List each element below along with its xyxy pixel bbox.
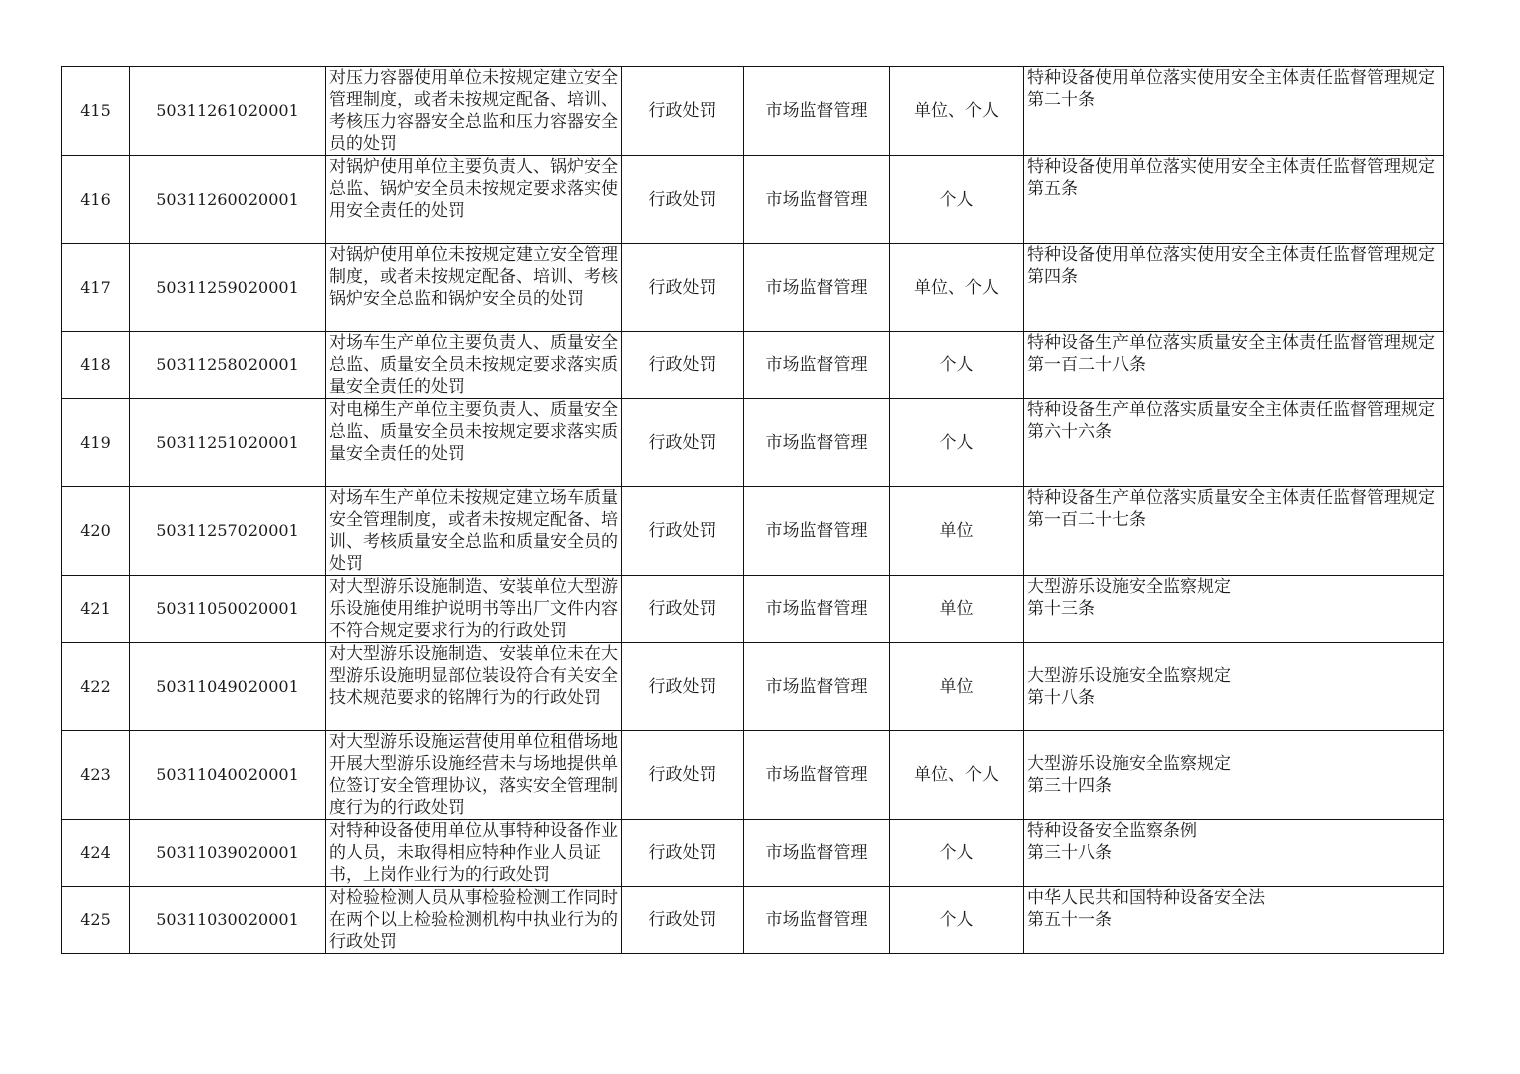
department: 市场监督管理 [744,643,890,731]
basis-article: 第三十四条 [1027,776,1112,796]
target: 个人 [890,887,1024,954]
legal-basis [1024,399,1444,487]
legal-basis [1024,156,1444,244]
target: 个人 [890,156,1024,244]
department: 市场监督管理 [744,576,890,643]
basis-law: 特种设备使用单位落实使用安全主体责任监督管理规定 [1027,68,1435,88]
target: 单位 [890,643,1024,731]
basis-law: 特种设备生产单位落实质量安全主体责任监督管理规定 [1027,333,1435,353]
item-name: 对大型游乐设施运营使用单位租借场地开展大型游乐设施经营未与场地提供单位签订安全管理协议，落实安全管理制度行为的行政处罚 [326,731,622,820]
row-number: 420 [62,487,130,576]
target: 个人 [890,399,1024,487]
item-code: 50311259020001 [130,244,326,332]
table-row [62,576,1444,643]
row-number: 417 [62,244,130,332]
item-code: 50311030020001 [130,887,326,954]
item-type: 行政处罚 [622,576,744,643]
target: 个人 [890,332,1024,399]
row-number: 416 [62,156,130,244]
target: 单位 [890,576,1024,643]
item-type: 行政处罚 [622,67,744,156]
basis-law: 特种设备生产单位落实质量安全主体责任监督管理规定 [1027,488,1435,508]
department: 市场监督管理 [744,820,890,887]
item-code: 50311257020001 [130,487,326,576]
item-name: 对检验检测人员从事检验检测工作同时在两个以上检验检测机构中执业行为的行政处罚 [326,887,622,954]
item-type: 行政处罚 [622,156,744,244]
item-code: 50311049020001 [130,643,326,731]
basis-article: 第二十条 [1027,90,1095,110]
basis-law: 大型游乐设施安全监察规定 [1027,665,1231,686]
department: 市场监督管理 [744,887,890,954]
basis-law: 中华人民共和国特种设备安全法 [1027,888,1265,908]
item-type: 行政处罚 [622,731,744,820]
legal-basis [1024,67,1444,156]
legal-basis [1024,576,1444,643]
item-type: 行政处罚 [622,887,744,954]
basis-article: 第五十一条 [1027,910,1112,930]
table-row [62,643,1444,731]
item-name: 对特种设备使用单位从事特种设备作业的人员，未取得相应特种作业人员证书，上岗作业行为的行政处罚 [326,820,622,887]
table-row [62,820,1444,887]
row-number: 424 [62,820,130,887]
target: 单位、个人 [890,67,1024,156]
basis-law: 大型游乐设施安全监察规定 [1027,577,1231,597]
target: 单位 [890,487,1024,576]
basis-article: 第六十六条 [1027,422,1112,442]
item-name: 对压力容器使用单位未按规定建立安全管理制度，或者未按规定配备、培训、考核压力容器安全总监和压力容器安全员的处罚 [326,67,622,156]
basis-article: 第一百二十八条 [1027,355,1146,375]
item-name: 对场车生产单位主要负责人、质量安全总监、质量安全员未按规定要求落实质量安全责任的处罚 [326,332,622,399]
target: 单位、个人 [890,244,1024,332]
basis-article: 第三十八条 [1027,843,1112,863]
legal-basis [1024,244,1444,332]
basis-article: 第十八条 [1027,687,1095,708]
row-number: 422 [62,643,130,731]
table-row [62,399,1444,487]
item-type: 行政处罚 [622,332,744,399]
table-row [62,244,1444,332]
item-name: 对锅炉使用单位未按规定建立安全管理制度，或者未按规定配备、培训、考核锅炉安全总监和锅炉安全员的处罚 [326,244,622,332]
item-name: 对锅炉使用单位主要负责人、锅炉安全总监、锅炉安全员未按规定要求落实使用安全责任的处罚 [326,156,622,244]
table-body [62,67,1444,954]
item-code: 50311039020001 [130,820,326,887]
item-code: 50311251020001 [130,399,326,487]
row-number: 415 [62,67,130,156]
item-type: 行政处罚 [622,643,744,731]
item-name: 对场车生产单位未按规定建立场车质量安全管理制度，或者未按规定配备、培训、考核质量安全总监和质量安全员的处罚 [326,487,622,576]
department: 市场监督管理 [744,67,890,156]
legal-basis [1024,731,1444,820]
item-code: 50311260020001 [130,156,326,244]
row-number: 425 [62,887,130,954]
item-code: 50311258020001 [130,332,326,399]
penalty-items-table [61,66,1444,954]
department: 市场监督管理 [744,731,890,820]
item-type: 行政处罚 [622,244,744,332]
basis-law: 大型游乐设施安全监察规定 [1027,754,1231,774]
item-type: 行政处罚 [622,487,744,576]
basis-article: 第一百二十七条 [1027,510,1146,530]
item-code: 50311040020001 [130,731,326,820]
row-number: 423 [62,731,130,820]
table-row [62,156,1444,244]
basis-law: 特种设备安全监察条例 [1027,821,1197,841]
basis-law: 特种设备生产单位落实质量安全主体责任监督管理规定 [1027,400,1435,420]
row-number: 419 [62,399,130,487]
table-row [62,731,1444,820]
table-row [62,67,1444,156]
basis-article: 第十三条 [1027,599,1095,619]
department: 市场监督管理 [744,487,890,576]
department: 市场监督管理 [744,332,890,399]
legal-basis [1024,332,1444,399]
row-number: 418 [62,332,130,399]
target: 单位、个人 [890,731,1024,820]
legal-basis [1024,487,1444,576]
target: 个人 [890,820,1024,887]
basis-law: 特种设备使用单位落实使用安全主体责任监督管理规定 [1027,157,1435,177]
row-number: 421 [62,576,130,643]
legal-basis [1024,643,1444,731]
table-row [62,332,1444,399]
item-name: 对大型游乐设施制造、安装单位大型游乐设施使用维护说明书等出厂文件内容不符合规定要求行为的行政处罚 [326,576,622,643]
item-code: 50311261020001 [130,67,326,156]
table-row [62,887,1444,954]
legal-basis [1024,820,1444,887]
item-name: 对电梯生产单位主要负责人、质量安全总监、质量安全员未按规定要求落实质量安全责任的处罚 [326,399,622,487]
legal-basis [1024,887,1444,954]
item-name: 对大型游乐设施制造、安装单位未在大型游乐设施明显部位装设符合有关安全技术规范要求的铭牌行为的行政处罚 [326,643,622,731]
basis-article: 第四条 [1027,267,1078,287]
basis-law: 特种设备使用单位落实使用安全主体责任监督管理规定 [1027,245,1435,265]
item-type: 行政处罚 [622,399,744,487]
department: 市场监督管理 [744,156,890,244]
department: 市场监督管理 [744,244,890,332]
item-type: 行政处罚 [622,820,744,887]
department: 市场监督管理 [744,399,890,487]
table-row [62,487,1444,576]
item-code: 50311050020001 [130,576,326,643]
basis-article: 第五条 [1027,179,1078,199]
